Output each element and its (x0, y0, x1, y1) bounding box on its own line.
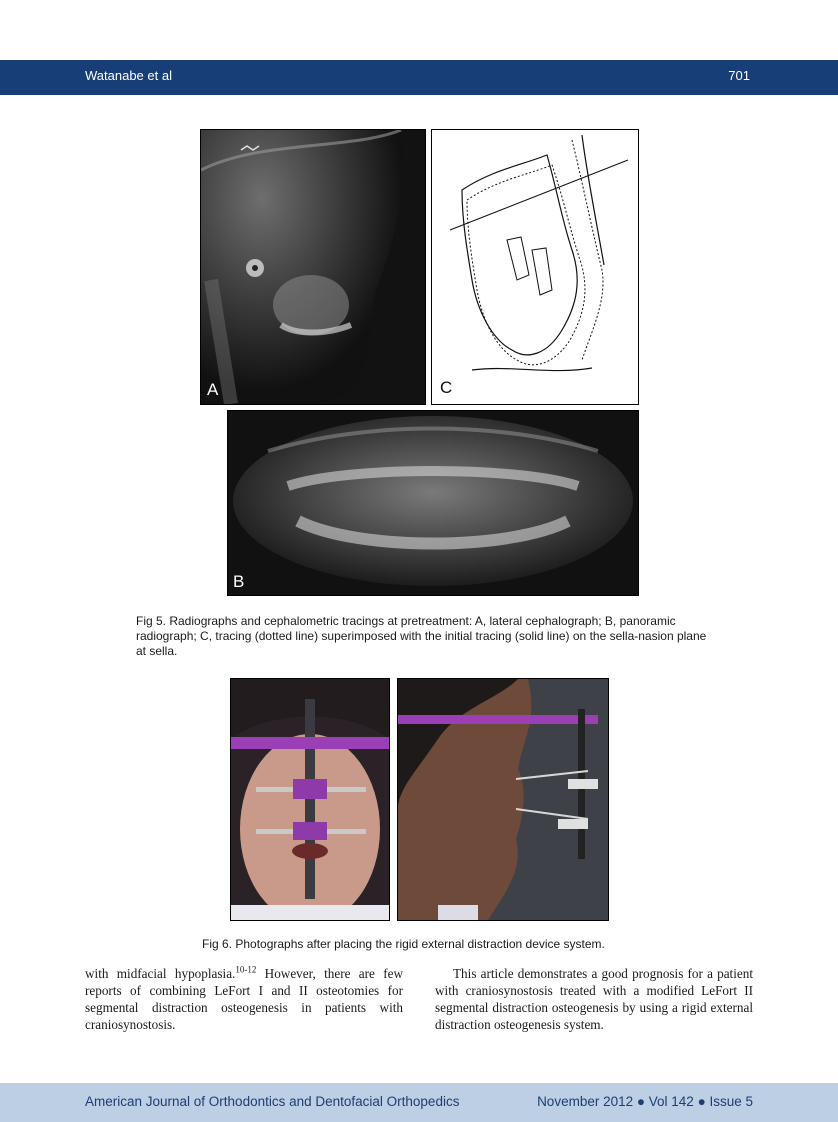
figure5-panel-a-cephalograph (200, 129, 426, 405)
figure5-panel-b-panoramic (227, 410, 639, 596)
figure6-photo-profile (397, 678, 609, 921)
body-column-left (85, 965, 403, 1033)
figure6-caption: Fig 6. Photographs after placing the rigid external distraction device system. (202, 937, 605, 951)
panel-b-label: B (233, 572, 245, 591)
figure6-photo-frontal (230, 678, 390, 921)
issue-info: November 2012 ● Vol 142 ● Issue 5 (537, 1094, 753, 1109)
panel-a-label: A (207, 380, 219, 399)
running-header (0, 60, 838, 95)
frontal-photo-image (231, 679, 389, 920)
figure5-caption: Fig 5. Radiographs and cephalometric tracings at pretreatment: A, lateral cephalograph; B, panoramic radiograph; C, tracing (dotted line) superimposed with the initial tracing (solid line) on the sella-nasion plane at sella. (136, 614, 707, 658)
panel-c-label: C (440, 378, 453, 397)
citation-reference[interactable]: 10-12 (235, 964, 257, 975)
profile-photo-image (398, 679, 608, 920)
body-column-right: This article demonstrates a good prognosis for a patient with craniosynostosis treated with a modified LeFort II segmental distraction osteogenesis by using a rigid external distraction osteogenesis system. (435, 966, 753, 1032)
running-footer (0, 1083, 838, 1122)
panoramic-image (228, 411, 638, 595)
page-number: 701 (728, 68, 750, 83)
body-left-text-continued: However, there are few reports of combining LeFort I and II osteotomies for segmental distraction osteogenesis in patients with craniosynostosis. (85, 966, 404, 1032)
journal-name: American Journal of Orthodontics and Dentofacial Orthopedics (85, 1094, 460, 1109)
figure5-panel-c-tracing (431, 129, 639, 405)
running-header-author: Watanabe et al (85, 68, 172, 83)
cephalometric-tracing (432, 130, 638, 404)
cephalograph-image (201, 130, 425, 404)
body-left-text: with midfacial hypoplasia. (85, 966, 236, 981)
